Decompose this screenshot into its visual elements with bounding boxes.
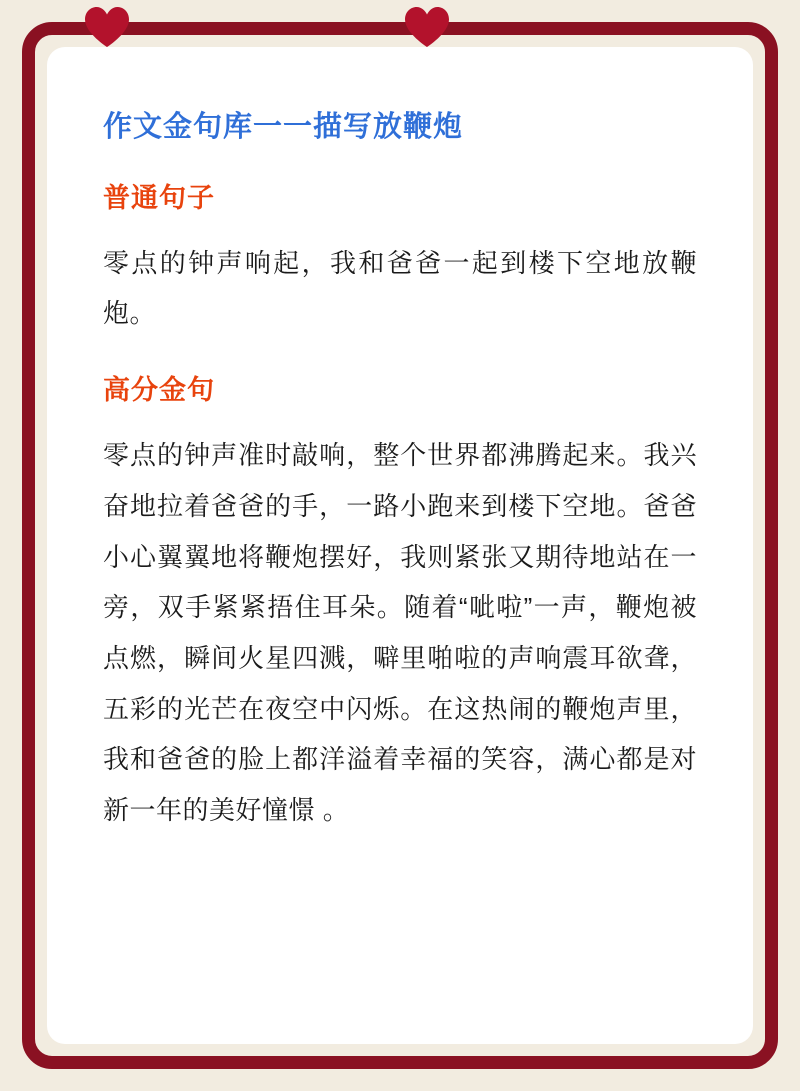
section-body-highscore: 零点的钟声准时敲响，整个世界都沸腾起来。我兴奋地拉着爸爸的手，一路小跑来到楼下空地。爸爸小心翼翼地将鞭炮摆好，我则紧张又期待地站在一旁，双手紧紧捂住耳朵。随着“呲啦”一声，鞭炮被点燃，瞬间火星四溅，噼里啪啦的声响震耳欲聋，五彩的光芒在夜空中闪烁。在这热闹的鞭炮声里，我和爸爸的脸上都洋溢着幸福的笑容，满心都是对新一年的美好憧憬 。 [103, 440, 697, 826]
heart-icon-left [84, 6, 130, 48]
section-heading-ordinary: 普通句子 [103, 182, 215, 213]
spacer [103, 365, 697, 373]
page-title: 作文金句库一一描写放鞭炮 [103, 111, 464, 143]
section-body-ordinary: 零点的钟声响起，我和爸爸一起到楼下空地放鞭炮。 [103, 247, 697, 329]
decorative-frame [22, 22, 778, 1069]
section-heading-highscore: 高分金句 [103, 375, 215, 406]
content-card [47, 47, 753, 1044]
heart-icon-right [404, 6, 450, 48]
